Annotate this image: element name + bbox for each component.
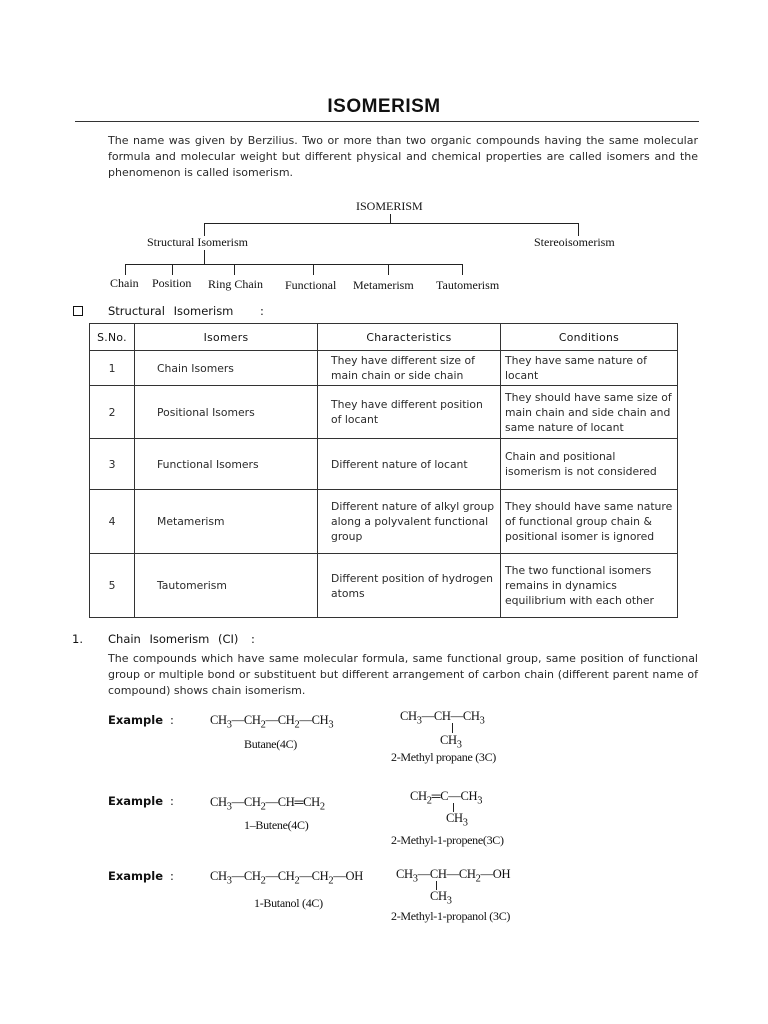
structural-heading: Structural Isomerism (108, 304, 234, 318)
cell-conditions: They have same nature of locant (501, 351, 678, 386)
example-left-caption: 1–Butene(4C) (244, 818, 309, 832)
table-row (90, 439, 678, 490)
intro-paragraph: The name was given by Berzilius. Two or more than two organic compounds having the same molecular formula and molecular weight but different physical and chemical properties are called isomers and the phenomenon is called isomerism. (108, 134, 698, 179)
example-label: Example (108, 713, 163, 727)
tree-child-tautomerism: Tautomerism (436, 278, 500, 292)
cell-characteristics: Different position of hydrogen atoms (318, 554, 501, 618)
cell-sno: 2 (90, 386, 135, 439)
cell-isomer: Positional Isomers (135, 386, 318, 439)
cell-conditions: They should have same size of main chain and side chain and same nature of locant (501, 386, 678, 439)
butane-formula: $CH_3—CH_2—CH_2—CH_3$ (210, 713, 334, 731)
section-number: 1. (72, 632, 83, 646)
header-sno: S.No. (90, 324, 135, 351)
tree-connector (204, 223, 579, 224)
cell-conditions: They should have same nature of functional group chain & positional isomer is ignored (501, 490, 678, 554)
methyl-branch: $CH_3$ (440, 733, 462, 751)
tree-connector (125, 264, 463, 265)
header-isomers: Isomers (135, 324, 318, 351)
section-paragraph: The compounds which have same molecular formula, same functional group, same position of functional group or multiple bond or substituent but different arrangement of carbon chain (different parent name of compound) shows chain isomerism. (108, 652, 698, 697)
tree-root: ISOMERISM (356, 199, 423, 213)
tree-stereo: Stereoisomerism (534, 235, 615, 249)
section-heading: Chain Isomerism (CI) (108, 632, 239, 646)
tree-child-ring-chain: Ring Chain (208, 277, 264, 291)
table-header-row (90, 324, 678, 351)
example-colon: : (170, 794, 174, 808)
cell-characteristics: They have different position of locant (318, 386, 501, 439)
tree-structural: Structural Isomerism (147, 235, 248, 249)
table-row (90, 386, 678, 439)
methyl-branch: $CH_3$ (446, 811, 468, 829)
branch-bond (452, 723, 453, 733)
title-underline (75, 121, 699, 122)
cell-conditions: The two functional isomers remains in dynamics equilibrium with each other (501, 554, 678, 618)
methylpropanol-formula: $CH_3—CH—CH_2—OH$ (396, 867, 511, 885)
tree-connector (388, 264, 389, 275)
cell-sno: 3 (90, 439, 135, 490)
tree-connector (462, 264, 463, 275)
example-colon: : (170, 869, 174, 883)
tree-connector (390, 214, 391, 223)
example-left-caption: 1-Butanol (4C) (254, 896, 323, 910)
example-right-caption: 2-Methyl-1-propene(3C) (391, 833, 504, 847)
methylpropene-formula: $CH_2═C—CH_3$ (410, 789, 483, 807)
example-right-caption: 2-Methyl-1-propanol (3C) (391, 909, 511, 923)
tree-connector (204, 250, 205, 264)
header-characteristics: Characteristics (318, 324, 501, 351)
cell-isomer: Metamerism (135, 490, 318, 554)
cell-sno: 4 (90, 490, 135, 554)
checkbox-bullet-icon (73, 306, 83, 316)
example-right-caption: 2-Methyl propane (3C) (391, 750, 497, 764)
cell-isomer: Tautomerism (135, 554, 318, 618)
table-row (90, 554, 678, 618)
cell-characteristics: Different nature of locant (318, 439, 501, 490)
methyl-branch: $CH_3$ (430, 889, 452, 907)
cell-characteristics: They have different size of main chain or side chain (318, 351, 501, 386)
header-conditions: Conditions (501, 324, 678, 351)
cell-isomer: Chain Isomers (135, 351, 318, 386)
example-colon: : (170, 713, 174, 727)
tree-child-functional: Functional (285, 278, 337, 292)
cell-characteristics: Different nature of alkyl group along a polyvalent functional group (318, 490, 501, 554)
tree-connector (125, 264, 126, 275)
cell-conditions: Chain and positional isomerism is not considered (501, 439, 678, 490)
structural-isomers-table (89, 323, 678, 618)
tree-child-metamerism: Metamerism (353, 278, 414, 292)
butene-formula: $CH_3—CH_2—CH═CH_2$ (210, 795, 325, 813)
cell-sno: 5 (90, 554, 135, 618)
tree-connector (313, 264, 314, 275)
tree-child-chain: Chain (110, 276, 139, 290)
page-title: ISOMERISM (327, 96, 441, 117)
cell-sno: 1 (90, 351, 135, 386)
tree-connector (172, 264, 173, 275)
section-heading-colon: : (251, 632, 255, 646)
structural-heading-colon: : (260, 304, 264, 318)
example-label: Example (108, 869, 163, 883)
methylpropane-formula: $CH_3—CH—CH_3$ (400, 709, 485, 727)
table-row (90, 490, 678, 554)
example-label: Example (108, 794, 163, 808)
example-left-caption: Butane(4C) (244, 737, 297, 751)
butanol-formula: $CH_3—CH_2—CH_2—CH_2—OH$ (210, 869, 363, 887)
cell-isomer: Functional Isomers (135, 439, 318, 490)
tree-child-position: Position (152, 276, 192, 290)
table-row (90, 351, 678, 386)
tree-connector (234, 264, 235, 275)
